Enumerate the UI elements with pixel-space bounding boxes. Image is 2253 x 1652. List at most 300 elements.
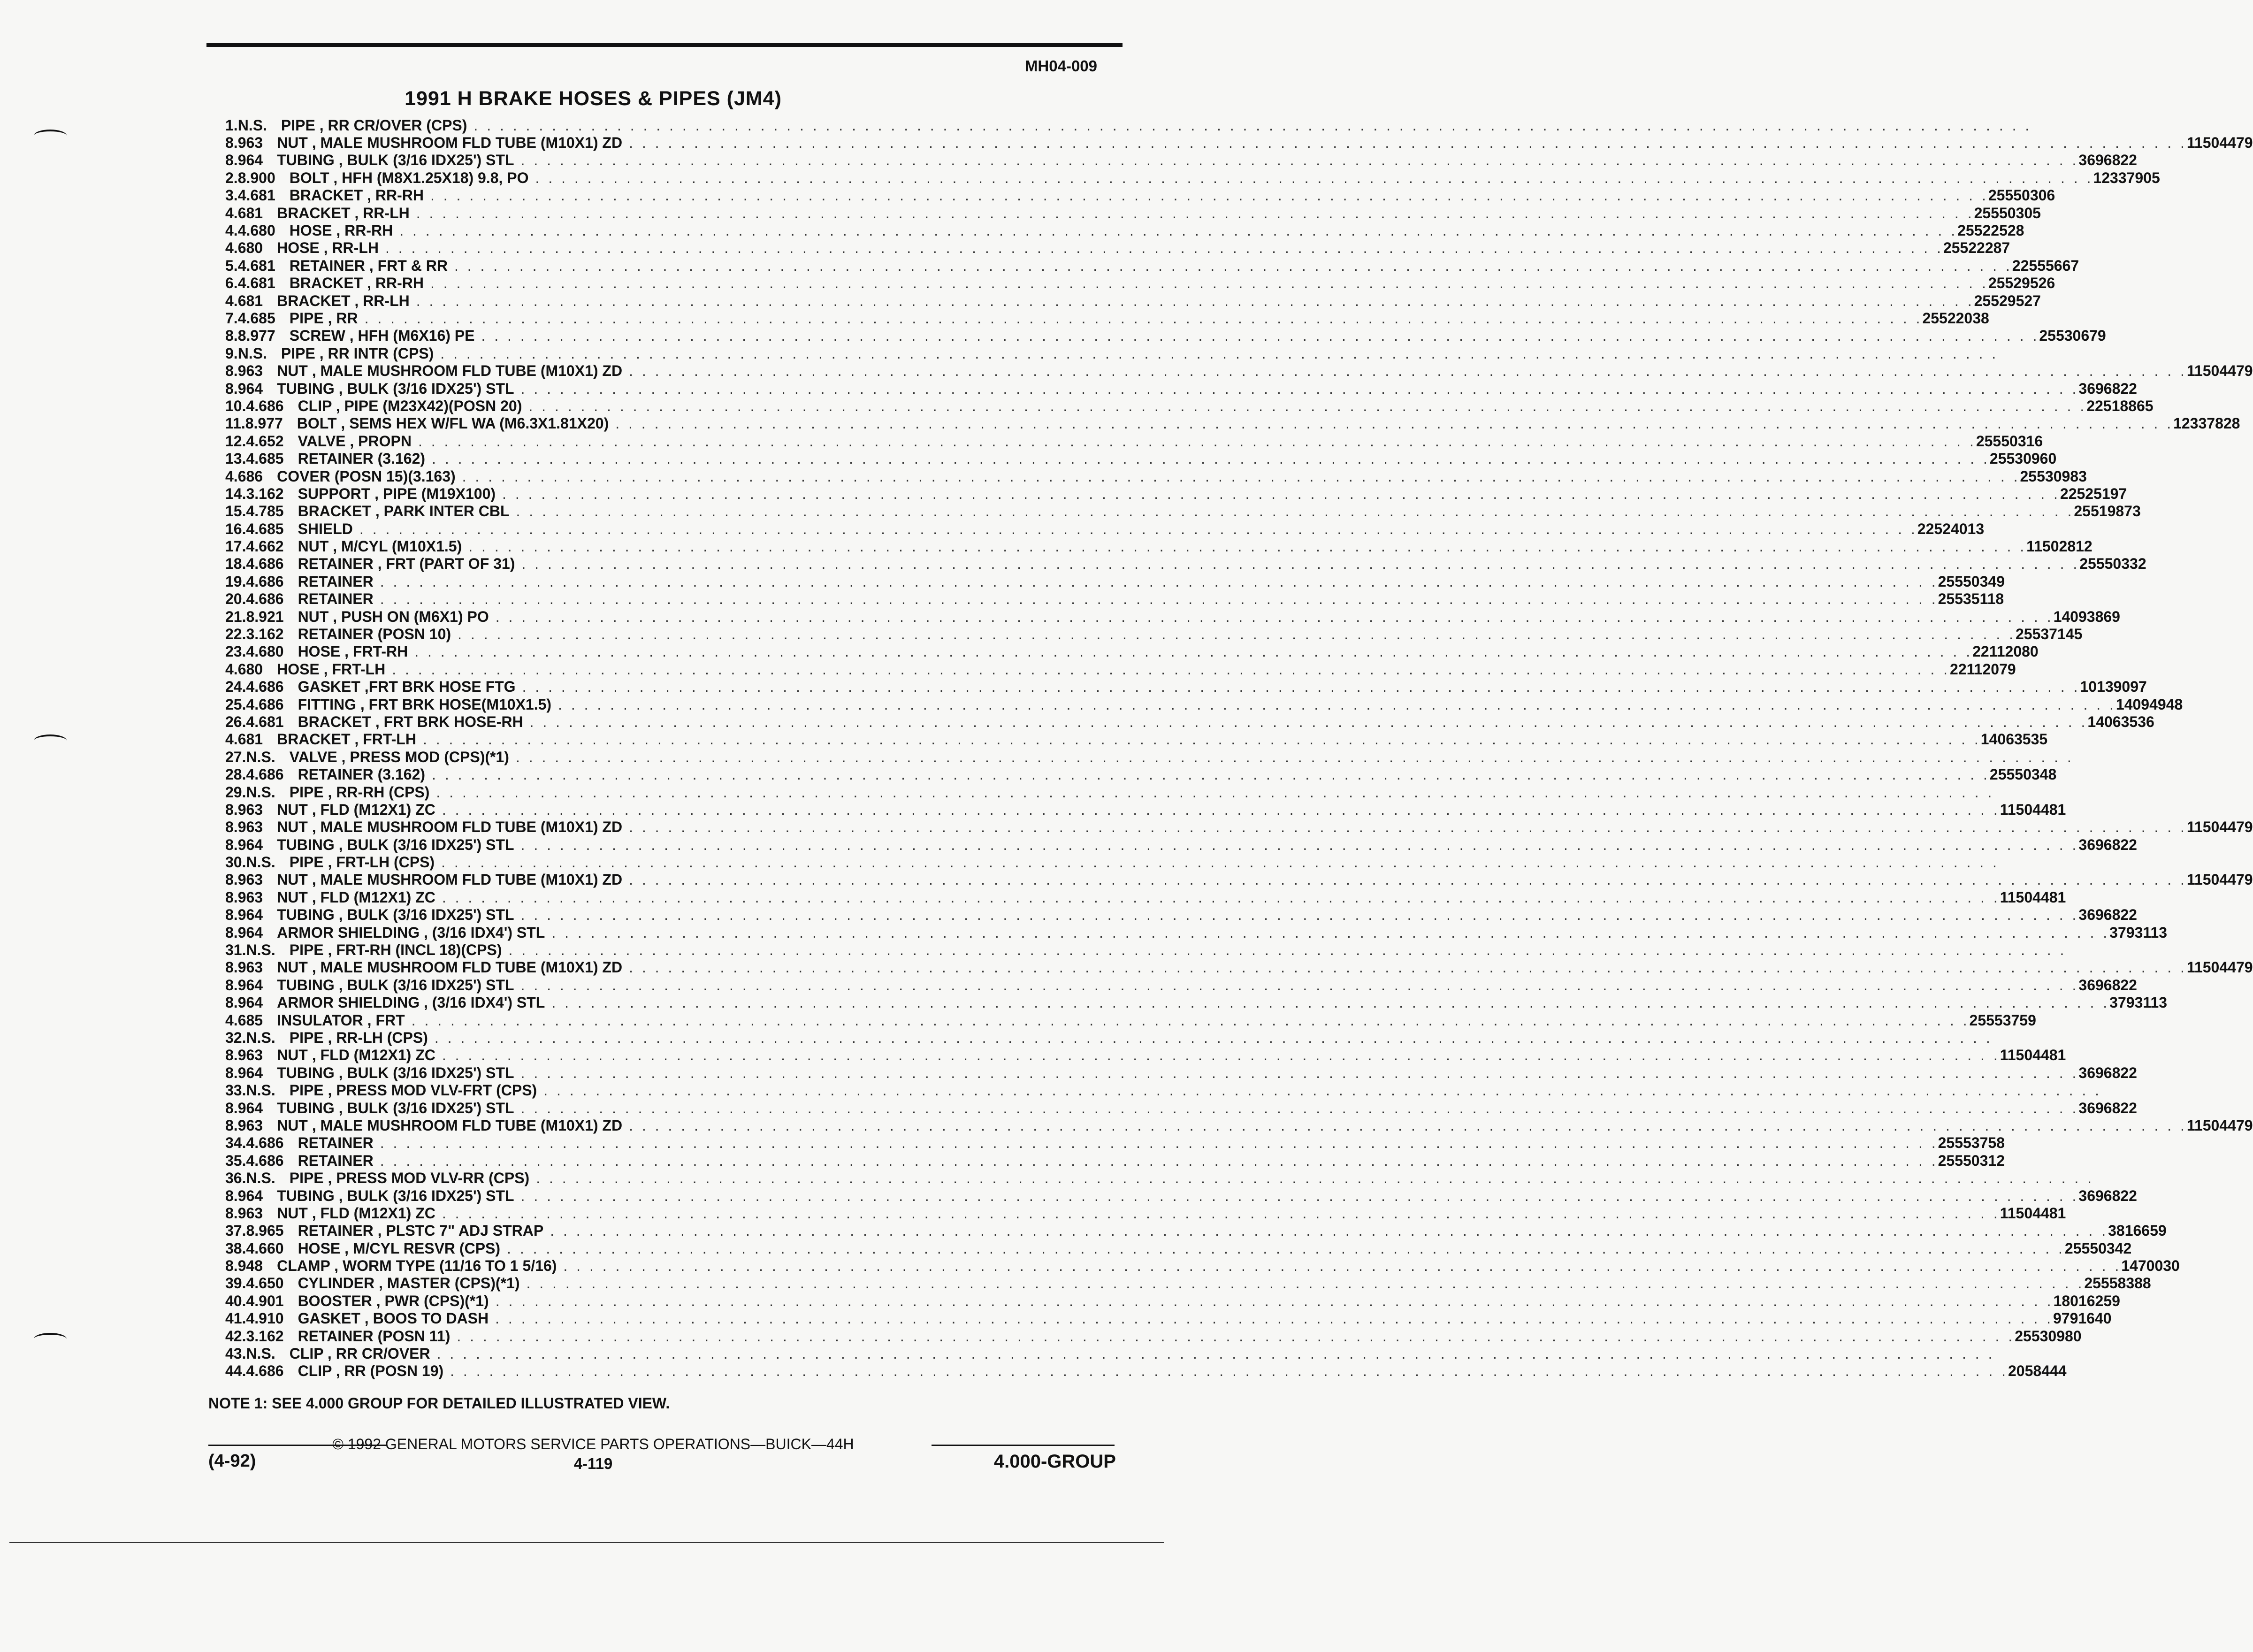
description-cell — [290, 1346, 1995, 1361]
leader-dots: . . . . . . . . . . . . . . . . . . . . . . . . . . . . . . . . . . . . . . . . . . . . . . . . . . . . . . . . . . . . . . . . . . . . . . . . . . . . . . . . . . . . . . . . . . . . . . . . . . . . . . . . . . . . . . . . . . . . . . . . — [440, 344, 1999, 362]
description-cell — [277, 135, 2187, 150]
description: TUBING , BULK (3/16 IDX25') STL — [277, 836, 514, 853]
description: ARMOR SHIELDING , (3/16 IDX4') STL — [277, 994, 545, 1011]
description-cell — [277, 802, 2000, 817]
part-number: 11504479 — [2186, 818, 2253, 836]
leader-dots: . . . . . . . . . . . . . . . . . . . . . . . . . . . . . . . . . . . . . . . . . . . . . . . . . . . . . . . . . . . . . . . . . . . . . . . . . . . . . . . . . . . . . . . . . . . . . . . . . . . . . . . . . . . . . . . . . . . . . . . . — [432, 766, 1990, 783]
description: NUT , MALE MUSHROOM FLD TUBE (M10X1) ZD — [277, 959, 623, 976]
description-cell — [277, 1048, 2000, 1063]
description-cell — [298, 767, 1990, 782]
group-number: 8.963 — [225, 1204, 263, 1222]
group-number: 4.680 — [246, 643, 284, 660]
punch-mark — [34, 130, 67, 142]
group-number: N.S. — [237, 116, 267, 134]
leader-dots: . . . . . . . . . . . . . . . . . . . . . . . . . . . . . . . . . . . . . . . . . . . . . . . . . . . . . . . . . . . . . . . . . . . . . . . . . . . . . . . . . . . . . . . . . . . . . . . . . . . . . . . . . . . . . . . . . . . . . . . . — [442, 1047, 2000, 1064]
table-row — [225, 309, 1989, 327]
item-number: 11. — [225, 415, 245, 432]
leader-dots: . . . . . . . . . . . . . . . . . . . . . . . . . . . . . . . . . . . . . . . . . . . . . . . . . . . . . . . . . . . . . . . . . . . . . . . . . . . . . . . . . . . . . . . . . . . . . . . . . . . . . . . . . . . . . . . . . . . . . . . . — [563, 1257, 2122, 1275]
group-number: 4.686 — [246, 1362, 284, 1380]
group-number: 4.681 — [225, 204, 263, 222]
table-row — [225, 1187, 2137, 1204]
leader-dots: . . . . . . . . . . . . . . . . . . . . . . . . . . . . . . . . . . . . . . . . . . . . . . . . . . . . . . . . . . . . . . . . . . . . . . . . . . . . . . . . . . . . . . . . . . . . . . . . . . . . . . . . . . . . . . . . . . . . . . . . — [520, 380, 2079, 397]
item-number: 4. — [225, 222, 238, 239]
description-cell — [290, 942, 2067, 957]
part-number: 18016259 — [2053, 1292, 2120, 1309]
description: TUBING , BULK (3/16 IDX25') STL — [277, 1187, 514, 1204]
table-row — [225, 573, 2005, 590]
description: SUPPORT , PIPE (M19X100) — [298, 485, 496, 502]
group-number: 4.685 — [246, 450, 284, 467]
leader-dots: . . . . . . . . . . . . . . . . . . . . . . . . . . . . . . . . . . . . . . . . . . . . . . . . . . . . . . . . . . . . . . . . . . . . . . . . . . . . . . . . . . . . . . . . . . . . . . . . . . . . . . . . . . . . . . . . . . . . . . . . — [629, 1117, 2187, 1134]
leader-dots: . . . . . . . . . . . . . . . . . . . . . . . . . . . . . . . . . . . . . . . . . . . . . . . . . . . . . . . . . . . . . . . . . . . . . . . . . . . . . . . . . . . . . . . . . . . . . . . . . . . . . . . . . . . . . . . . . . . . . . . . — [629, 959, 2187, 976]
item-number: 28. — [225, 766, 246, 783]
group-number: 8.963 — [225, 801, 263, 818]
part-number: 25522038 — [1922, 309, 1989, 327]
description: NUT , MALE MUSHROOM FLD TUBE (M10X1) ZD — [277, 362, 623, 380]
group-number: 4.685 — [225, 1011, 263, 1029]
table-row — [225, 660, 2016, 678]
description: HOSE , FRT-RH — [298, 643, 408, 660]
description: CLIP , RR CR/OVER — [289, 1345, 430, 1362]
part-number: 25550342 — [2064, 1239, 2132, 1257]
part-number: 3696822 — [2078, 380, 2137, 397]
item-number: 33. — [225, 1082, 246, 1099]
table-row — [225, 801, 2066, 818]
item-number: 14. — [225, 485, 246, 502]
part-number: 22555667 — [2012, 257, 2079, 274]
leader-dots: . . . . . . . . . . . . . . . . . . . . . . . . . . . . . . . . . . . . . . . . . . . . . . . . . . . . . . . . . . . . . . . . . . . . . . . . . . . . . . . . . . . . . . . . . . . . . . . . . . . . . . . . . . . . . . . . . . . . . . . . — [551, 994, 2110, 1011]
description: TUBING , BULK (3/16 IDX25') STL — [277, 906, 514, 924]
description: BOLT , HFH (M8X1.25X18) 9.8, PO — [289, 169, 529, 186]
group-number: N.S. — [246, 1170, 275, 1187]
item-number: 44. — [225, 1362, 246, 1380]
part-number: 25530980 — [2015, 1327, 2082, 1345]
part-number: 11502812 — [2026, 538, 2093, 555]
part-number: 25529526 — [1988, 275, 2055, 292]
table-row — [225, 344, 1999, 362]
table-row — [225, 1099, 2137, 1117]
table-row — [225, 906, 2137, 924]
table-row — [225, 1047, 2066, 1064]
table-row — [225, 1029, 1993, 1046]
part-number: 3696822 — [2078, 976, 2137, 994]
group-number: N.S. — [246, 1029, 275, 1046]
item-number: 23. — [225, 643, 246, 660]
group-number: 8.948 — [225, 1257, 263, 1275]
group-number: 8.977 — [237, 327, 275, 344]
leader-dots: . . . . . . . . . . . . . . . . . . . . . . . . . . . . . . . . . . . . . . . . . . . . . . . . . . . . . . . . . . . . . . . . . . . . . . . . . . . . . . . . . . . . . . . . . . . . . . . . . . . . . . . . . . . . . . . . . . . . . . . . — [468, 538, 2027, 555]
part-number: 14093869 — [2053, 608, 2120, 625]
leader-dots: . . . . . . . . . . . . . . . . . . . . . . . . . . . . . . . . . . . . . . . . . . . . . . . . . . . . . . . . . . . . . . . . . . . . . . . . . . . . . . . . . . . . . . . . . . . . . . . . . . . . . . . . . . . . . . . . . . . . . . . . — [535, 169, 2093, 186]
group-number: 8.965 — [246, 1222, 284, 1239]
group-number: 8.900 — [237, 169, 275, 186]
description: NUT , MALE MUSHROOM FLD TUBE (M10X1) ZD — [277, 818, 623, 836]
part-number: 11504481 — [2000, 801, 2066, 818]
item-number: 18. — [225, 555, 246, 573]
description: ARMOR SHIELDING , (3/16 IDX4') STL — [277, 924, 545, 941]
part-number: 3696822 — [2078, 836, 2137, 853]
description-cell — [281, 118, 2032, 133]
leader-dots: . . . . . . . . . . . . . . . . . . . . . . . . . . . . . . . . . . . . . . . . . . . . . . . . . . . . . . . . . . . . . . . . . . . . . . . . . . . . . . . . . . . . . . . . . . . . . . . . . . . . . . . . . . . . . . . . . . . . . . . . — [450, 1362, 2008, 1380]
table-row — [225, 380, 2137, 397]
description-cell — [277, 153, 2078, 168]
group-number: 4.662 — [246, 538, 284, 555]
leader-dots: . . . . . . . . . . . . . . . . . . . . . . . . . . . . . . . . . . . . . . . . . . . . . . . . . . . . . . . . . . . . . . . . . . . . . . . . . . . . . . . . . . . . . . . . . . . . . . . . . . . . . . . . . . . . . . . . . . . . . . . . — [442, 1204, 2000, 1222]
description: SCREW , HFH (M6X16) PE — [289, 327, 475, 344]
part-number: 10139097 — [2080, 678, 2147, 696]
description: RETAINER — [298, 590, 374, 608]
part-number: 11504479 — [2186, 134, 2253, 152]
leader-dots: . . . . . . . . . . . . . . . . . . . . . . . . . . . . . . . . . . . . . . . . . . . . . . . . . . . . . . . . . . . . . . . . . . . . . . . . . . . . . . . . . . . . . . . . . . . . . . . . . . . . . . . . . . . . . . . . . . . . . . . . — [615, 415, 2174, 432]
description: PIPE , PRESS MOD VLV-FRT (CPS) — [289, 1082, 537, 1099]
description: TUBING , BULK (3/16 IDX25') STL — [277, 976, 514, 994]
group-number: 8.964 — [225, 976, 263, 994]
group-number: 8.963 — [225, 818, 263, 836]
leader-dots: . . . . . . . . . . . . . . . . . . . . . . . . . . . . . . . . . . . . . . . . . . . . . . . . . . . . . . . . . . . . . . . . . . . . . . . . . . . . . . . . . . . . . . . . . . . . . . . . . . . . . . . . . . . . . . . . . . . . . . . . — [416, 292, 1974, 309]
group-number: 4.681 — [237, 275, 275, 292]
group-number: 4.685 — [237, 309, 275, 327]
part-number: 14094948 — [2116, 696, 2183, 713]
table-row — [225, 959, 2253, 976]
description: CYLINDER , MASTER (CPS)(*1) — [298, 1275, 520, 1292]
group-number: 8.977 — [245, 415, 283, 432]
leader-dots: . . . . . . . . . . . . . . . . . . . . . . . . . . . . . . . . . . . . . . . . . . . . . . . . . . . . . . . . . . . . . . . . . . . . . . . . . . . . . . . . . . . . . . . . . . . . . . . . . . . . . . . . . . . . . . . . . . . . . . . . — [436, 1345, 1995, 1362]
leader-dots: . . . . . . . . . . . . . . . . . . . . . . . . . . . . . . . . . . . . . . . . . . . . . . . . . . . . . . . . . . . . . . . . . . . . . . . . . . . . . . . . . . . . . . . . . . . . . . . . . . . . . . . . . . . . . . . . . . . . . . . . — [516, 503, 2074, 520]
leader-dots: . . . . . . . . . . . . . . . . . . . . . . . . . . . . . . . . . . . . . . . . . . . . . . . . . . . . . . . . . . . . . . . . . . . . . . . . . . . . . . . . . . . . . . . . . . . . . . . . . . . . . . . . . . . . . . . . . . . . . . . . — [520, 836, 2079, 853]
part-number: 25530983 — [2020, 467, 2087, 485]
description: HOSE , M/CYL RESVR (CPS) — [298, 1239, 501, 1257]
leader-dots: . . . . . . . . . . . . . . . . . . . . . . . . . . . . . . . . . . . . . . . . . . . . . . . . . . . . . . . . . . . . . . . . . . . . . . . . . . . . . . . . . . . . . . . . . . . . . . . . . . . . . . . . . . . . . . . . . . . . . . . . — [528, 397, 2087, 414]
description: BRACKET , FRT-LH — [277, 731, 416, 748]
description: PIPE , RR-RH (CPS) — [289, 783, 430, 801]
table-row — [225, 731, 2048, 748]
description: RETAINER , FRT & RR — [289, 257, 448, 274]
item-number: 2. — [225, 169, 238, 186]
item-number: 9. — [225, 344, 238, 362]
group-number: 4.686 — [246, 573, 284, 590]
part-number: 2058444 — [2008, 1362, 2067, 1380]
description: NUT , MALE MUSHROOM FLD TUBE (M10X1) ZD — [277, 871, 623, 888]
leader-dots: . . . . . . . . . . . . . . . . . . . . . . . . . . . . . . . . . . . . . . . . . . . . . . . . . . . . . . . . . . . . . . . . . . . . . . . . . . . . . . . . . . . . . . . . . . . . . . . . . . . . . . . . . . . . . . . . . . . . . . . . — [399, 222, 1958, 239]
leader-dots: . . . . . . . . . . . . . . . . . . . . . . . . . . . . . . . . . . . . . . . . . . . . . . . . . . . . . . . . . . . . . . . . . . . . . . . . . . . . . . . . . . . . . . . . . . . . . . . . . . . . . . . . . . . . . . . . . . . . . . . . — [543, 1082, 2102, 1099]
part-number: 11504479 — [2186, 959, 2253, 976]
item-number: 1. — [225, 116, 238, 134]
description-cell — [277, 1101, 2078, 1116]
group-number: N.S. — [237, 344, 267, 362]
part-number: 25550312 — [1938, 1152, 2005, 1169]
leader-dots: . . . . . . . . . . . . . . . . . . . . . . . . . . . . . . . . . . . . . . . . . . . . . . . . . . . . . . . . . . . . . . . . . . . . . . . . . . . . . . . . . . . . . . . . . . . . . . . . . . . . . . . . . . . . . . . . . . . . . . . . — [462, 467, 2020, 485]
description-cell — [298, 434, 1976, 449]
item-number: 8. — [225, 327, 238, 344]
description-cell — [290, 188, 1988, 203]
description-cell — [277, 1013, 1969, 1028]
description: COVER (POSN 15)(3.163) — [277, 467, 456, 485]
table-row — [225, 1222, 2167, 1239]
part-number: 3793113 — [2109, 924, 2167, 941]
table-row — [225, 275, 2055, 292]
group-number: N.S. — [246, 1082, 275, 1099]
item-number: 6. — [225, 275, 238, 292]
leader-dots: . . . . . . . . . . . . . . . . . . . . . . . . . . . . . . . . . . . . . . . . . . . . . . . . . . . . . . . . . . . . . . . . . . . . . . . . . . . . . . . . . . . . . . . . . . . . . . . . . . . . . . . . . . . . . . . . . . . . . . . . — [507, 1239, 2065, 1257]
leader-dots: . . . . . . . . . . . . . . . . . . . . . . . . . . . . . . . . . . . . . . . . . . . . . . . . . . . . . . . . . . . . . . . . . . . . . . . . . . . . . . . . . . . . . . . . . . . . . . . . . . . . . . . . . . . . . . . . . . . . . . . . — [526, 1275, 2085, 1292]
description-cell — [298, 644, 1973, 659]
item-number: 17. — [225, 538, 246, 555]
group-number: 8.964 — [225, 1064, 263, 1081]
leader-dots: . . . . . . . . . . . . . . . . . . . . . . . . . . . . . . . . . . . . . . . . . . . . . . . . . . . . . . . . . . . . . . . . . . . . . . . . . . . . . . . . . . . . . . . . . . . . . . . . . . . . . . . . . . . . . . . . . . . . . . . . — [536, 1170, 2094, 1187]
description: RETAINER , FRT (PART OF 31) — [298, 555, 515, 573]
description-cell — [298, 714, 2088, 729]
description-cell — [298, 697, 2116, 712]
leader-dots: . . . . . . . . . . . . . . . . . . . . . . . . . . . . . . . . . . . . . . . . . . . . . . . . . . . . . . . . . . . . . . . . . . . . . . . . . . . . . . . . . . . . . . . . . . . . . . . . . . . . . . . . . . . . . . . . . . . . . . . . — [629, 818, 2187, 836]
table-row — [225, 783, 1994, 801]
table-row — [225, 1292, 2120, 1309]
leader-dots: . . . . . . . . . . . . . . . . . . . . . . . . . . . . . . . . . . . . . . . . . . . . . . . . . . . . . . . . . . . . . . . . . . . . . . . . . . . . . . . . . . . . . . . . . . . . . . . . . . . . . . . . . . . . . . . . . . . . . . . . — [380, 1134, 1938, 1152]
part-number: 25529527 — [1974, 292, 2041, 309]
group-number: 8.963 — [225, 134, 263, 152]
description-cell — [277, 907, 2078, 922]
leader-dots: . . . . . . . . . . . . . . . . . . . . . . . . . . . . . . . . . . . . . . . . . . . . . . . . . . . . . . . . . . . . . . . . . . . . . . . . . . . . . . . . . . . . . . . . . . . . . . . . . . . . . . . . . . . . . . . . . . . . . . . . — [520, 152, 2079, 169]
table-row — [225, 590, 2004, 608]
description: FITTING , FRT BRK HOSE(M10X1.5) — [298, 696, 552, 713]
part-number: 22525197 — [2060, 485, 2127, 502]
leader-dots: . . . . . . . . . . . . . . . . . . . . . . . . . . . . . . . . . . . . . . . . . . . . . . . . . . . . . . . . . . . . . . . . . . . . . . . . . . . . . . . . . . . . . . . . . . . . . . . . . . . . . . . . . . . . . . . . . . . . . . . . — [436, 783, 1994, 801]
group-number: 4.901 — [246, 1292, 284, 1309]
leader-dots: . . . . . . . . . . . . . . . . . . . . . . . . . . . . . . . . . . . . . . . . . . . . . . . . . . . . . . . . . . . . . . . . . . . . . . . . . . . . . . . . . . . . . . . . . . . . . . . . . . . . . . . . . . . . . . . . . . . . . . . . — [629, 871, 2187, 888]
table-row — [225, 239, 2010, 257]
description: CLAMP , WORM TYPE (11/16 TO 1 5/16) — [277, 1257, 557, 1275]
leader-dots: . . . . . . . . . . . . . . . . . . . . . . . . . . . . . . . . . . . . . . . . . . . . . . . . . . . . . . . . . . . . . . . . . . . . . . . . . . . . . . . . . . . . . . . . . . . . . . . . . . . . . . . . . . . . . . . . . . . . . . . . — [430, 275, 1988, 292]
description-cell — [290, 1083, 2101, 1098]
part-number: 25550349 — [1938, 573, 2005, 590]
description-cell — [277, 837, 2078, 852]
item-number: 34. — [225, 1134, 246, 1152]
group-number: 4.652 — [246, 432, 284, 450]
item-number: 29. — [225, 783, 246, 801]
table-row — [225, 1081, 2102, 1099]
group-number: N.S. — [246, 941, 275, 959]
item-number: 37. — [225, 1222, 246, 1239]
description: PIPE , PRESS MOD VLV-RR (CPS) — [289, 1170, 530, 1187]
part-number: 3696822 — [2078, 1187, 2137, 1204]
item-number: 43. — [225, 1345, 246, 1362]
description-cell — [298, 539, 2027, 554]
item-number: 35. — [225, 1152, 246, 1169]
leader-dots: . . . . . . . . . . . . . . . . . . . . . . . . . . . . . . . . . . . . . . . . . . . . . . . . . . . . . . . . . . . . . . . . . . . . . . . . . . . . . . . . . . . . . . . . . . . . . . . . . . . . . . . . . . . . . . . . . . . . . . . . — [364, 309, 1923, 327]
description: HOSE , RR-LH — [277, 239, 379, 257]
description-cell — [298, 574, 1938, 589]
leader-dots: . . . . . . . . . . . . . . . . . . . . . . . . . . . . . . . . . . . . . . . . . . . . . . . . . . . . . . . . . . . . . . . . . . . . . . . . . . . . . . . . . . . . . . . . . . . . . . . . . . . . . . . . . . . . . . . . . . . . . . . . — [434, 1029, 1993, 1046]
table-row — [225, 503, 2141, 520]
part-number: 25550306 — [1988, 187, 2055, 204]
leader-dots: . . . . . . . . . . . . . . . . . . . . . . . . . . . . . . . . . . . . . . . . . . . . . . . . . . . . . . . . . . . . . . . . . . . . . . . . . . . . . . . . . . . . . . . . . . . . . . . . . . . . . . . . . . . . . . . . . . . . . . . . — [380, 590, 1938, 608]
description: PIPE , FRT-LH (CPS) — [289, 854, 435, 871]
part-number: 25550332 — [2079, 555, 2146, 573]
table-row — [225, 555, 2146, 573]
leader-dots: . . . . . . . . . . . . . . . . . . . . . . . . . . . . . . . . . . . . . . . . . . . . . . . . . . . . . . . . . . . . . . . . . . . . . . . . . . . . . . . . . . . . . . . . . . . . . . . . . . . . . . . . . . . . . . . . . . . . . . . . — [442, 801, 2000, 818]
leader-dots: . . . . . . . . . . . . . . . . . . . . . . . . . . . . . . . . . . . . . . . . . . . . . . . . . . . . . . . . . . . . . . . . . . . . . . . . . . . . . . . . . . . . . . . . . . . . . . . . . . . . . . . . . . . . . . . . . . . . . . . . — [422, 731, 1981, 748]
description-cell — [290, 855, 1999, 870]
part-number: 25530960 — [1989, 450, 2057, 467]
table-row — [225, 450, 2057, 467]
description: BRACKET , RR-RH — [289, 275, 424, 292]
part-number: 25553758 — [1938, 1134, 2005, 1152]
table-row — [225, 169, 2160, 186]
table-row — [225, 678, 2147, 696]
description: TUBING , BULK (3/16 IDX25') STL — [277, 1064, 514, 1081]
table-row — [225, 924, 2167, 941]
leader-dots: . . . . . . . . . . . . . . . . . . . . . . . . . . . . . . . . . . . . . . . . . . . . . . . . . . . . . . . . . . . . . . . . . . . . . . . . . . . . . . . . . . . . . . . . . . . . . . . . . . . . . . . . . . . . . . . . . . . . . . . . — [529, 713, 2088, 730]
group-number: 8.921 — [246, 608, 284, 625]
punch-mark — [34, 734, 67, 747]
leader-dots: . . . . . . . . . . . . . . . . . . . . . . . . . . . . . . . . . . . . . . . . . . . . . . . . . . . . . . . . . . . . . . . . . . . . . . . . . . . . . . . . . . . . . . . . . . . . . . . . . . . . . . . . . . . . . . . . . . . . . . . . — [474, 116, 2032, 134]
group-number: 4.686 — [246, 555, 284, 573]
table-row — [225, 853, 1999, 871]
group-number: N.S. — [246, 783, 275, 801]
part-number: 25530679 — [2039, 327, 2106, 344]
group-number: 8.963 — [225, 871, 263, 888]
table-row — [225, 134, 2253, 152]
leader-dots: . . . . . . . . . . . . . . . . . . . . . . . . . . . . . . . . . . . . . . . . . . . . . . . . . . . . . . . . . . . . . . . . . . . . . . . . . . . . . . . . . . . . . . . . . . . . . . . . . . . . . . . . . . . . . . . . . . . . . . . . — [481, 327, 2039, 344]
item-number: 5. — [225, 257, 238, 274]
item-number: 31. — [225, 941, 246, 959]
group-number: 8.963 — [225, 1117, 263, 1134]
item-number: 24. — [225, 678, 246, 696]
description-cell — [277, 1206, 2000, 1221]
table-row — [225, 187, 2055, 204]
group-number: 4.681 — [237, 187, 275, 204]
group-number: 4.686 — [246, 1152, 284, 1169]
part-number: 11504479 — [2186, 1117, 2253, 1134]
leader-dots: . . . . . . . . . . . . . . . . . . . . . . . . . . . . . . . . . . . . . . . . . . . . . . . . . . . . . . . . . . . . . . . . . . . . . . . . . . . . . . . . . . . . . . . . . . . . . . . . . . . . . . . . . . . . . . . . . . . . . . . . — [385, 239, 1943, 257]
item-number: 38. — [225, 1239, 246, 1257]
group-number: 4.681 — [225, 292, 263, 309]
leader-dots: . . . . . . . . . . . . . . . . . . . . . . . . . . . . . . . . . . . . . . . . . . . . . . . . . . . . . . . . . . . . . . . . . . . . . . . . . . . . . . . . . . . . . . . . . . . . . . . . . . . . . . . . . . . . . . . . . . . . . . . . — [520, 1099, 2079, 1117]
leader-dots: . . . . . . . . . . . . . . . . . . . . . . . . . . . . . . . . . . . . . . . . . . . . . . . . . . . . . . . . . . . . . . . . . . . . . . . . . . . . . . . . . . . . . . . . . . . . . . . . . . . . . . . . . . . . . . . . . . . . . . . . — [392, 660, 1950, 678]
table-row — [225, 397, 2154, 414]
description-cell — [298, 1153, 1938, 1168]
leader-dots: . . . . . . . . . . . . . . . . . . . . . . . . . . . . . . . . . . . . . . . . . . . . . . . . . . . . . . . . . . . . . . . . . . . . . . . . . . . . . . . . . . . . . . . . . . . . . . . . . . . . . . . . . . . . . . . . . . . . . . . . — [442, 888, 2000, 906]
description: SHIELD — [298, 520, 353, 537]
group-number: 4.785 — [246, 503, 284, 520]
description: VALVE , PRESS MOD (CPS)(*1) — [289, 748, 509, 765]
part-number: 25537145 — [2015, 626, 2083, 643]
description: TUBING , BULK (3/16 IDX25') STL — [277, 1099, 514, 1117]
description: RETAINER — [298, 573, 374, 590]
description-cell — [277, 363, 2187, 378]
leader-dots: . . . . . . . . . . . . . . . . . . . . . . . . . . . . . . . . . . . . . . . . . . . . . . . . . . . . . . . . . . . . . . . . . . . . . . . . . . . . . . . . . . . . . . . . . . . . . . . . . . . . . . . . . . . . . . . . . . . . . . . . — [508, 941, 2067, 959]
leader-dots: . . . . . . . . . . . . . . . . . . . . . . . . . . . . . . . . . . . . . . . . . . . . . . . . . . . . . . . . . . . . . . . . . . . . . . . . . . . . . . . . . . . . . . . . . . . . . . . . . . . . . . . . . . . . . . . . . . . . . . . . — [359, 520, 1917, 537]
description: NUT , FLD (M12X1) ZC — [277, 1047, 435, 1064]
item-number: 27. — [225, 748, 246, 765]
leader-dots: . . . . . . . . . . . . . . . . . . . . . . . . . . . . . . . . . . . . . . . . . . . . . . . . . . . . . . . . . . . . . . . . . . . . . . . . . . . . . . . . . . . . . . . . . . . . . . . . . . . . . . . . . . . . . . . . . . . . . . . . — [629, 362, 2187, 380]
item-number: 20. — [225, 590, 246, 608]
leader-dots: . . . . . . . . . . . . . . . . . . . . . . . . . . . . . . . . . . . . . . . . . . . . . . . . . . . . . . . . . . . . . . . . . . . . . . . . . . . . . . . . . . . . . . . . . . . . . . . . . . . . . . . . . . . . . . . . . . . . . . . . — [495, 1310, 2053, 1327]
table-row — [225, 520, 1985, 537]
item-number: 3. — [225, 187, 238, 204]
description-cell — [277, 732, 1981, 747]
description: VALVE , PROPN — [298, 432, 412, 450]
description-cell — [298, 1363, 2008, 1378]
description-cell — [290, 170, 2093, 185]
description: BRACKET , RR-RH — [289, 187, 424, 204]
part-number: 11504479 — [2186, 871, 2253, 888]
table-row — [225, 625, 2083, 643]
table-row — [225, 836, 2137, 853]
part-number: 12337905 — [2093, 169, 2160, 186]
description: NUT , FLD (M12X1) ZC — [277, 1204, 435, 1222]
document-code: MH04-009 — [1024, 57, 1097, 75]
group-number: 4.660 — [246, 1239, 284, 1257]
table-row — [225, 257, 2079, 274]
description: TUBING , BULK (3/16 IDX25') STL — [277, 152, 514, 169]
group-number: 4.686 — [246, 397, 284, 414]
group-number: 4.650 — [246, 1275, 284, 1292]
group-number: 3.162 — [246, 485, 284, 502]
description-cell — [277, 1118, 2187, 1133]
description-cell — [277, 819, 2187, 834]
table-row — [225, 116, 2032, 134]
description-cell — [298, 451, 1990, 466]
table-row — [225, 1204, 2066, 1222]
leader-dots: . . . . . . . . . . . . . . . . . . . . . . . . . . . . . . . . . . . . . . . . . . . . . . . . . . . . . . . . . . . . . . . . . . . . . . . . . . . . . . . . . . . . . . . . . . . . . . . . . . . . . . . . . . . . . . . . . . . . . . . . — [520, 1064, 2079, 1081]
description-cell — [277, 872, 2187, 887]
leader-dots: . . . . . . . . . . . . . . . . . . . . . . . . . . . . . . . . . . . . . . . . . . . . . . . . . . . . . . . . . . . . . . . . . . . . . . . . . . . . . . . . . . . . . . . . . . . . . . . . . . . . . . . . . . . . . . . . . . . . . . . . — [495, 1292, 2054, 1309]
punch-mark — [34, 1333, 67, 1345]
table-row — [225, 1011, 2036, 1029]
group-number: 4.681 — [246, 713, 284, 730]
description-cell — [277, 1065, 2078, 1080]
item-number: 13. — [225, 450, 246, 467]
description: NUT , FLD (M12X1) ZC — [277, 801, 435, 818]
group-number: 8.964 — [225, 1187, 263, 1204]
description-cell — [298, 1329, 2015, 1344]
group-number: 8.964 — [225, 924, 263, 941]
table-row — [225, 818, 2253, 836]
item-number: 21. — [225, 608, 246, 625]
item-number: 7. — [225, 309, 238, 327]
leader-dots: . . . . . . . . . . . . . . . . . . . . . . . . . . . . . . . . . . . . . . . . . . . . . . . . . . . . . . . . . . . . . . . . . . . . . . . . . . . . . . . . . . . . . . . . . . . . . . . . . . . . . . . . . . . . . . . . . . . . . . . . — [414, 643, 1973, 660]
copyright-line: © 1992 GENERAL MOTORS SERVICE PARTS OPERATIONS—BUICK—44H — [332, 1436, 854, 1453]
leader-dots: . . . . . . . . . . . . . . . . . . . . . . . . . . . . . . . . . . . . . . . . . . . . . . . . . . . . . . . . . . . . . . . . . . . . . . . . . . . . . . . . . . . . . . . . . . . . . . . . . . . . . . . . . . . . . . . . . . . . . . . . — [520, 976, 2079, 994]
description: NUT , MALE MUSHROOM FLD TUBE (M10X1) ZD — [277, 134, 623, 152]
part-number: 25558388 — [2084, 1275, 2151, 1292]
leader-dots: . . . . . . . . . . . . . . . . . . . . . . . . . . . . . . . . . . . . . . . . . . . . . . . . . . . . . . . . . . . . . . . . . . . . . . . . . . . . . . . . . . . . . . . . . . . . . . . . . . . . . . . . . . . . . . . . . . . . . . . . — [430, 187, 1988, 204]
item-number: 39. — [225, 1275, 246, 1292]
leader-dots: . . . . . . . . . . . . . . . . . . . . . . . . . . . . . . . . . . . . . . . . . . . . . . . . . . . . . . . . . . . . . . . . . . . . . . . . . . . . . . . . . . . . . . . . . . . . . . . . . . . . . . . . . . . . . . . . . . . . . . . . — [458, 626, 2016, 643]
item-number: 12. — [225, 432, 246, 450]
description: NUT , MALE MUSHROOM FLD TUBE (M10X1) ZD — [277, 1117, 623, 1134]
leader-dots: . . . . . . . . . . . . . . . . . . . . . . . . . . . . . . . . . . . . . . . . . . . . . . . . . . . . . . . . . . . . . . . . . . . . . . . . . . . . . . . . . . . . . . . . . . . . . . . . . . . . . . . . . . . . . . . . . . . . . . . . — [418, 432, 1976, 450]
part-number: 11504481 — [2000, 1204, 2066, 1222]
table-row — [225, 713, 2154, 730]
description-cell — [298, 486, 2060, 501]
item-number: 25. — [225, 696, 246, 713]
description-cell — [297, 416, 2173, 431]
table-row — [225, 1362, 2067, 1380]
description-cell — [298, 591, 1938, 606]
table-row — [225, 327, 2106, 344]
description-cell — [298, 1276, 2085, 1291]
table-row — [225, 643, 2039, 660]
description: HOSE , FRT-LH — [277, 660, 386, 678]
table-row — [225, 976, 2137, 994]
group-number: 8.964 — [225, 1099, 263, 1117]
description-cell — [290, 258, 2012, 273]
description-cell — [290, 785, 1994, 800]
description: RETAINER (POSN 10) — [298, 626, 451, 643]
table-row — [225, 748, 2074, 765]
description: RETAINER — [298, 1152, 374, 1169]
